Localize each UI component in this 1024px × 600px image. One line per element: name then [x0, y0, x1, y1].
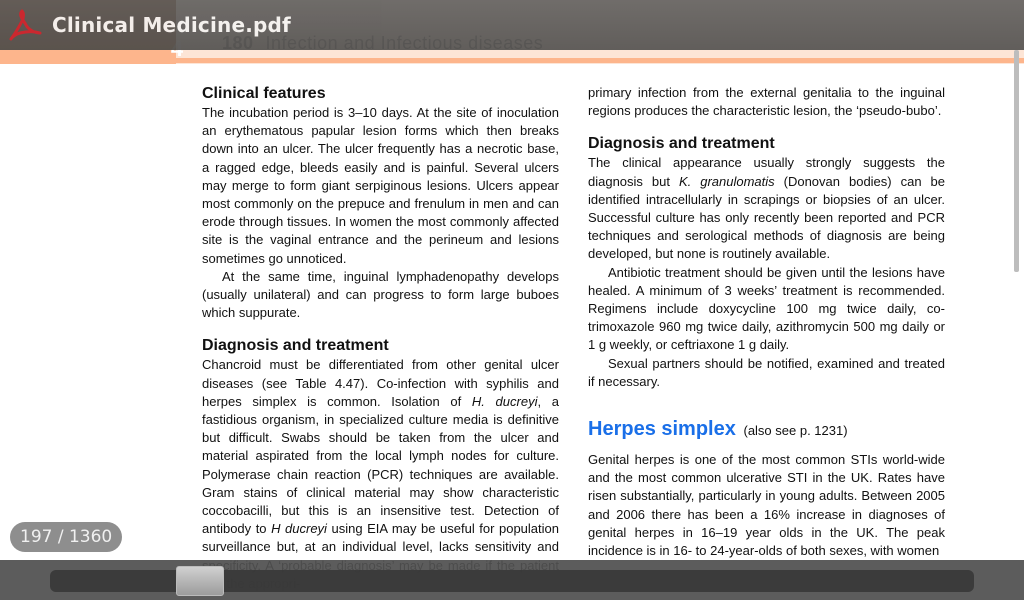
italic-organism: H. ducreyi	[471, 393, 538, 409]
paragraph: At the same time, inguinal lymphadenopathy develops (usually unilateral) and can progress to form large buboes which suppurate.	[202, 268, 559, 321]
paragraph	[588, 154, 945, 263]
text-run: (Donovan bodies) can be identified intracellularly in scrapings or biopsies of an ulcer. Successful culture has only recently been reported and PCR techniques and serological methods of diagnosis are being developed, but none is routinely available.	[588, 173, 945, 262]
adobe-acrobat-icon	[8, 9, 42, 41]
italic-organism: K. granulomatis	[678, 173, 775, 189]
italic-organism: H ducreyi	[271, 521, 327, 537]
document-title: Clinical Medicine.pdf	[52, 13, 291, 37]
page-header-stripe	[176, 58, 1024, 63]
paragraph: Genital herpes is one of the most common STIs world-wide and the most common ulcerative STI in the UK. Rates have risen substantially, particularly in young adults. Between 2005 and 2006 there has been a 16% increase in diagnoses of genital herpes in 16–19 year olds in the UK. The peak incidence is in 16- to 24-year-olds of both sexes, with women	[588, 452, 945, 559]
text-run: using EIA may be useful for population surveillance but, at an individual level, lacks sensitivity and	[202, 521, 559, 555]
page-counter-badge: 197 / 1360	[10, 522, 122, 552]
title-bar	[0, 0, 1024, 50]
heading-diagnosis-treatment: Diagnosis and treatment	[202, 337, 389, 355]
section-cross-reference: (also see p. 1231)	[743, 423, 848, 439]
text-run: , a fastidious organism, in specialized culture media is definitive but difficult. Swabs should be taken from the ulcer and material aspirated from the local lymph nodes for culture. Polymerase chain reaction (PCR) techniques are available. Gram stains of clinical material may show characteristic coccobacilli, but this is an insensitive test. Detection of antibody to	[202, 393, 559, 537]
section-heading	[588, 415, 945, 445]
vertical-scrollbar[interactable]	[1014, 50, 1019, 272]
paragraph: Antibiotic treatment should be given until the lesions have healed. A minimum of 3 weeks’ treatment is recommended. Regimens include doxycycline 100 mg twice daily, co-trimoxazole 960 mg twice daily, azithromycin 500 mg daily or 1 g weekly, or ceftriaxone 1 g daily.	[588, 264, 945, 353]
text-column-left	[202, 84, 559, 593]
paragraph: The incubation period is 3–10 days. At the site of inoculation an erythematous papular lesion forms which then breaks down into an ulcer. The ulcer frequently has a necrotic base, a ragged edge, bleeds easily and is painful. Several ulcers may merge to form giant serpiginous lesions. Ulcers appear most commonly on the prepuce and frenulum in men and can erode through tissues. In women the most commonly affected site is the vaginal entrance and the perineum and lesions sometimes go unnoticed.	[202, 105, 559, 266]
heading-diagnosis-treatment: Diagnosis and treatment	[588, 135, 775, 153]
paragraph: primary infection from the external genitalia to the inguinal regions produces the characteristic lesion, the ‘pseudo-bubo’.	[588, 85, 945, 119]
heading-clinical-features: Clinical features	[202, 85, 326, 102]
page-slider-thumb[interactable]	[176, 566, 224, 596]
paragraph	[202, 356, 559, 593]
paragraph: Sexual partners should be notified, examined and treated if necessary.	[588, 355, 945, 389]
text-column-right	[588, 84, 945, 560]
section-title: Herpes simplex	[588, 418, 736, 441]
text-run: The clinical appearance usually strongly suggests the diagnosis but	[588, 155, 945, 189]
text-run: Chancroid must be differentiated from other genital ulcer diseases (see Table 4.47). Co-infection with syphilis and herpes simplex is common. Isolation of	[202, 357, 559, 409]
